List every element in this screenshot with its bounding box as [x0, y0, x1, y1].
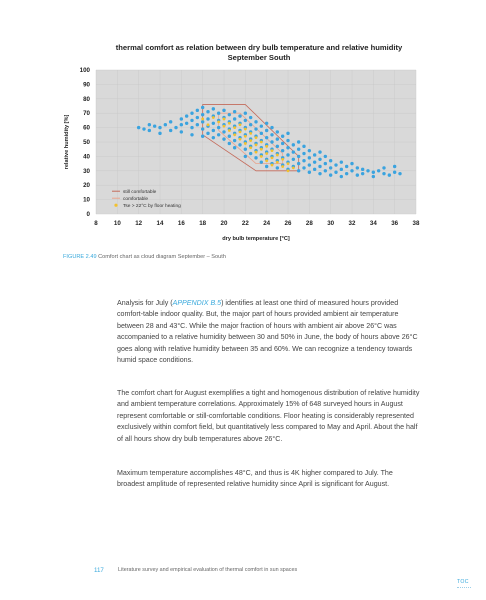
floor-heating-point	[233, 133, 236, 136]
floor-heating-point	[217, 120, 220, 123]
data-point	[201, 120, 204, 123]
floor-heating-point	[212, 116, 215, 119]
data-point	[222, 137, 225, 140]
toc-underline	[457, 587, 471, 588]
data-point	[233, 139, 236, 142]
floor-heating-point	[292, 167, 295, 170]
data-point	[265, 165, 268, 168]
data-point	[361, 172, 364, 175]
data-point	[180, 130, 183, 133]
floor-heating-point	[287, 169, 290, 172]
data-point	[308, 163, 311, 166]
floor-heating-point	[260, 141, 263, 144]
data-point	[302, 152, 305, 155]
floor-heating-point	[223, 125, 226, 128]
data-point	[190, 133, 193, 136]
data-point	[308, 156, 311, 159]
data-point	[286, 139, 289, 142]
data-point	[206, 117, 209, 120]
legend-label: comfortable	[123, 197, 149, 202]
floor-heating-point	[244, 128, 247, 131]
toc-link[interactable]: TOC	[457, 579, 469, 585]
data-point	[137, 126, 140, 129]
data-point	[297, 140, 300, 143]
data-point	[297, 169, 300, 172]
data-point	[393, 171, 396, 174]
y-tick-label: 100	[79, 67, 90, 74]
data-point	[169, 129, 172, 132]
x-tick-label: 32	[348, 220, 356, 227]
floor-heating-point	[281, 165, 284, 168]
y-tick-label: 40	[83, 153, 90, 161]
data-point	[340, 175, 343, 178]
data-point	[324, 155, 327, 158]
data-point	[270, 133, 273, 136]
floor-heating-point	[239, 123, 242, 126]
data-point	[244, 112, 247, 115]
floor-heating-point	[265, 145, 268, 148]
x-tick-label: 14	[156, 220, 164, 227]
data-point	[260, 124, 263, 127]
data-point	[345, 165, 348, 168]
data-point	[318, 150, 321, 153]
data-point	[201, 127, 204, 130]
data-point	[366, 169, 369, 172]
x-tick-label: 38	[412, 220, 420, 227]
data-point	[158, 132, 161, 135]
y-axis-label: relative humidity [%]	[64, 114, 70, 170]
floor-heating-point	[255, 136, 258, 139]
data-point	[206, 110, 209, 113]
y-tick-label: 60	[83, 124, 90, 132]
y-tick-label: 30	[83, 167, 90, 175]
data-point	[297, 162, 300, 165]
floor-heating-point	[265, 159, 268, 162]
data-point	[334, 163, 337, 166]
data-point	[142, 127, 145, 130]
data-point	[185, 122, 188, 125]
data-point	[233, 117, 236, 120]
paragraph-1-start: Analysis for July (	[117, 299, 173, 307]
floor-heating-point	[239, 138, 242, 141]
data-point	[206, 132, 209, 135]
data-point	[233, 110, 236, 113]
figure-caption	[63, 254, 226, 260]
data-point	[286, 146, 289, 149]
x-tick-label: 34	[369, 220, 377, 227]
y-tick-label: 50	[83, 139, 90, 146]
paragraph-1	[117, 298, 422, 366]
data-point	[382, 166, 385, 169]
y-tick-label: 80	[83, 95, 90, 103]
data-point	[345, 172, 348, 175]
floor-heating-point	[239, 131, 242, 134]
chart-title: thermal comfort as relation between dry bulb temperature and relative humidity	[115, 43, 403, 52]
data-point	[201, 113, 204, 116]
x-tick-labels	[94, 220, 420, 227]
x-tick-label: 8	[94, 220, 98, 227]
floor-heating-point	[265, 152, 268, 155]
data-point	[393, 165, 396, 168]
data-point	[201, 135, 204, 138]
appendix-link[interactable]: APPENDIX B.5	[172, 299, 222, 307]
floor-heating-point	[255, 151, 258, 154]
floor-heating-point	[260, 148, 263, 151]
x-tick-label: 30	[327, 220, 335, 227]
paragraph-3: Maximum temperature accomplishes 48°C, and thus is 4K higher compared to July. The broadest amplitude of represented relative humidity since April is significant for August.	[117, 469, 393, 489]
data-point	[281, 142, 284, 145]
data-point	[340, 160, 343, 163]
floor-heating-point	[249, 132, 252, 135]
data-point	[281, 149, 284, 152]
data-point	[388, 173, 391, 176]
data-point	[185, 114, 188, 117]
data-point	[196, 123, 199, 126]
data-point	[361, 168, 364, 171]
data-point	[356, 166, 359, 169]
data-point	[190, 126, 193, 129]
footer-text: Literature survey and empirical evaluation of thermal comfort in sun spaces	[118, 567, 298, 573]
x-tick-label: 16	[177, 220, 185, 227]
x-axis-label: dry bulb temperature [°C]	[222, 236, 290, 242]
data-point	[238, 114, 241, 117]
figure-caption-text: Comfort chart as cloud diagram September – South	[98, 254, 226, 260]
x-tick-label: 26	[284, 220, 292, 227]
floor-heating-point	[201, 118, 204, 121]
data-point	[260, 132, 263, 135]
figure-label: FIGURE 2.49	[63, 254, 97, 260]
data-point	[260, 160, 263, 163]
data-point	[308, 171, 311, 174]
x-tick-label: 12	[135, 220, 143, 227]
data-point	[270, 126, 273, 129]
data-point	[350, 162, 353, 165]
data-point	[302, 166, 305, 169]
floor-heating-point	[207, 123, 210, 126]
data-point	[217, 112, 220, 115]
data-point	[372, 171, 375, 174]
floor-heating-point	[233, 126, 236, 129]
data-point	[292, 158, 295, 161]
data-point	[276, 145, 279, 148]
data-point	[313, 160, 316, 163]
x-tick-label: 28	[305, 220, 313, 227]
floor-heating-point	[223, 118, 226, 121]
data-point	[270, 140, 273, 143]
data-point	[228, 113, 231, 116]
data-point	[244, 148, 247, 151]
data-point	[286, 132, 289, 135]
data-point	[318, 158, 321, 161]
data-point	[324, 162, 327, 165]
data-point	[244, 119, 247, 122]
data-point	[286, 153, 289, 156]
data-point	[265, 122, 268, 125]
data-point	[196, 116, 199, 119]
data-point	[249, 116, 252, 119]
data-point	[318, 165, 321, 168]
data-point	[297, 148, 300, 151]
x-tick-label: 10	[113, 220, 121, 227]
data-point	[372, 175, 375, 178]
data-point	[265, 129, 268, 132]
x-tick-label: 24	[263, 220, 271, 227]
legend-dot-marker	[114, 204, 117, 207]
data-point	[318, 172, 321, 175]
data-point	[254, 156, 257, 159]
data-point	[222, 109, 225, 112]
data-point	[324, 169, 327, 172]
data-point	[212, 129, 215, 132]
data-point	[190, 119, 193, 122]
data-point	[334, 171, 337, 174]
floor-heating-point	[271, 164, 274, 167]
floor-heating-point	[255, 143, 258, 146]
floor-heating-point	[276, 161, 279, 164]
y-tick-labels	[80, 67, 91, 218]
data-point	[308, 149, 311, 152]
data-point	[169, 120, 172, 123]
data-point	[302, 159, 305, 162]
data-point	[201, 106, 204, 109]
data-point	[249, 152, 252, 155]
data-point	[212, 107, 215, 110]
floor-heating-point	[276, 154, 279, 157]
x-tick-label: 18	[199, 220, 207, 227]
comfort-scatter-chart	[0, 0, 486, 250]
data-point	[356, 173, 359, 176]
floor-heating-point	[244, 135, 247, 138]
data-point	[276, 137, 279, 140]
data-point	[382, 172, 385, 175]
data-point	[276, 130, 279, 133]
data-point	[265, 136, 268, 139]
legend-label: Tse > 22°C by floor heating	[123, 204, 181, 209]
data-point	[217, 133, 220, 136]
floor-heating-point	[228, 122, 231, 125]
data-point	[398, 172, 401, 175]
data-point	[212, 136, 215, 139]
data-point	[276, 166, 279, 169]
data-point	[153, 124, 156, 127]
data-point	[233, 146, 236, 149]
floor-heating-point	[249, 146, 252, 149]
data-point	[180, 123, 183, 126]
floor-heating-point	[244, 142, 247, 145]
data-point	[350, 169, 353, 172]
y-tick-label: 70	[83, 110, 90, 118]
data-point	[329, 159, 332, 162]
data-point	[302, 145, 305, 148]
data-point	[222, 130, 225, 133]
data-point	[329, 166, 332, 169]
floor-heating-point	[281, 158, 284, 161]
x-tick-label: 22	[241, 220, 249, 227]
data-point	[292, 150, 295, 153]
data-point	[212, 122, 215, 125]
floor-heating-point	[287, 162, 290, 165]
data-point	[249, 123, 252, 126]
floor-heating-point	[228, 129, 231, 132]
data-point	[148, 129, 151, 132]
y-tick-label: 10	[83, 196, 90, 204]
data-point	[281, 135, 284, 138]
floor-heating-point	[271, 156, 274, 159]
paragraph-2: The comfort chart for August exemplifies a tight and homogenous distribution of relative humidity and ambient temperature correlations. Approximately 15% of 648 surveyed hours in August represent comfortable or still-comfortable conditions. Floor heating is considerably represented exclusively within comfort field, but quantitatively less compared to May and April. About the half of all hours show dry bulb temperatures above 26°C.	[117, 389, 420, 443]
x-tick-label: 36	[391, 220, 399, 227]
data-point	[313, 168, 316, 171]
data-point	[190, 112, 193, 115]
data-point	[174, 126, 177, 129]
data-point	[313, 153, 316, 156]
data-point	[217, 126, 220, 129]
data-point	[228, 135, 231, 138]
y-tick-label: 0	[86, 211, 90, 218]
floor-heating-point	[249, 139, 252, 142]
data-point	[164, 123, 167, 126]
x-tick-label: 20	[220, 220, 228, 227]
data-point	[238, 143, 241, 146]
data-point	[297, 155, 300, 158]
paragraph-1-end: ) identifies at least one third of measured hours provided comfort-table indoor quality. But, the major part of hours provided ambient air temperature between 28 and 43°C. While the major fraction of hours with ambient air above 26°C was accompanied to a relative humidity between 30 and 50% in June, the body of hours above 26°C goes along with relative humidity between 35 and 60%. We can recognize a tendency towards humid space conditions.	[117, 299, 418, 365]
data-point	[244, 155, 247, 158]
y-tick-label: 90	[83, 81, 90, 89]
floor-heating-point	[260, 155, 263, 158]
data-point	[340, 168, 343, 171]
floor-heating-point	[271, 149, 274, 152]
data-point	[148, 123, 151, 126]
data-point	[329, 173, 332, 176]
data-point	[228, 142, 231, 145]
legend-label: still comfortable	[123, 190, 157, 195]
data-point	[196, 109, 199, 112]
data-point	[158, 126, 161, 129]
data-point	[292, 143, 295, 146]
data-point	[254, 120, 257, 123]
data-point	[377, 169, 380, 172]
data-point	[254, 127, 257, 130]
data-point	[180, 117, 183, 120]
page-number: 117	[94, 567, 104, 574]
y-tick-label: 20	[83, 182, 90, 190]
chart-subtitle: September South	[227, 53, 291, 62]
